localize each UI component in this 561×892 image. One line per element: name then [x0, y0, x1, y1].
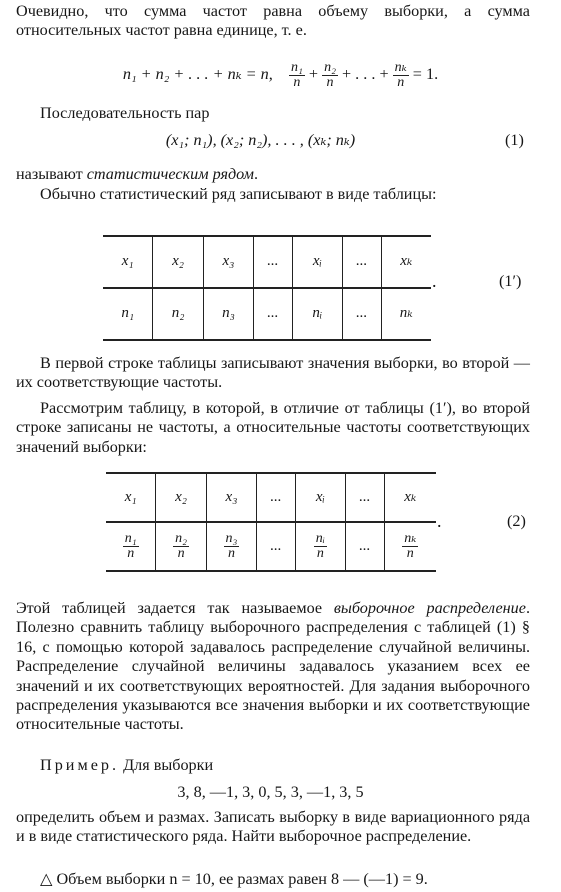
table-cell: x₁ — [106, 473, 156, 522]
example-heading: Пример. Для выборки — [40, 756, 214, 774]
paragraph-rows-meaning: В первой строке таблицы записывают значения выборки, во второй — их соответствующие частоты. — [16, 354, 530, 392]
table-cell: xᵢ — [292, 236, 342, 288]
table-cell: ... — [343, 236, 382, 288]
paragraph-solution: △ Объем выборки n = 10, ее размах равен 8 — (—1) = 9. — [40, 870, 428, 888]
table-cell: $\frac{\text{n₂}}{n}$ — [156, 522, 206, 571]
table-cell: xᵢ — [295, 473, 345, 522]
paragraph-relative-table-intro: Рассмотрим таблицу, в которой, в отличие от таблицы (1′), во второй строке записаны не частоты, а относительные частоты соответствующих значений выборки: — [16, 399, 530, 456]
table-row-relative-frequencies — [106, 522, 436, 571]
table-cell: ... — [257, 473, 296, 522]
table-cell: x₂ — [153, 236, 203, 288]
term-sample-distribution: выборочное распределение — [333, 599, 526, 617]
formula-sum-of-frequencies: n₁ + n₂ + . . . + nₖ = n, — [122, 65, 273, 84]
paragraph-task: определить объем и размах. Записать выборку в виде вариационного ряда и в виде статистического ряда. Найти выборочное распределение. — [16, 808, 530, 846]
paragraph-sample-distribution: Этой таблицей задается так называемое выборочное распределение. Полезно сравнить таблицу выборочного распределения с таблицей (1) § 16, с помощью которой задавалось распределение случайной величины. Распределение случайной величины задавалось указанием всех ее значений и их соответствующих вероятностей. Для задания выборочного распределения указываются все значения выборки и их соответствующие относительные частоты. — [16, 599, 530, 734]
table-cell: n₂ — [153, 288, 203, 340]
example-label: Пример. — [40, 756, 120, 774]
formula-sums — [0, 61, 561, 90]
equals-one: = 1. — [412, 65, 439, 84]
table-cell: nₖ — [381, 288, 431, 340]
table-cell: xₖ — [384, 473, 436, 522]
fraction-nk-over-n: $\frac{\text{nₖ}}{n}$ — [394, 60, 407, 90]
table-cell: x₃ — [206, 473, 256, 522]
table-cell: n₁ — [103, 288, 153, 340]
table-cell: ... — [254, 236, 293, 288]
equation-number-2: (2) — [507, 512, 526, 530]
table-cell: n₃ — [203, 288, 253, 340]
plus-sign: + — [308, 65, 319, 84]
table-cell: $\frac{\text{n₁}}{n}$ — [106, 522, 156, 571]
table1-period: . — [432, 271, 437, 291]
table-row-frequencies — [103, 288, 431, 340]
equation-number-1-prime: (1′) — [499, 272, 522, 290]
table-cell: $\frac{\text{nₖ}}{n}$ — [384, 522, 436, 571]
table-cell: $\frac{\text{n₃}}{n}$ — [206, 522, 256, 571]
table-row-values — [103, 236, 431, 288]
table-cell: $\frac{\text{nᵢ}}{n}$ — [295, 522, 345, 571]
table-cell: ... — [343, 288, 382, 340]
table-cell: x₂ — [156, 473, 206, 522]
table-cell: xₖ — [381, 236, 431, 288]
table-cell: ... — [346, 522, 385, 571]
ellipsis: . . . — [355, 65, 376, 84]
plus-sign: + — [379, 65, 389, 84]
statistical-series-table — [103, 235, 431, 341]
relative-frequency-table — [106, 472, 436, 572]
paragraph-definition: называют статистическим рядом. — [16, 165, 259, 183]
table-row-values — [106, 473, 436, 522]
term-statistical-series: статистическим рядом — [86, 165, 254, 183]
plus-sign: + — [341, 65, 352, 84]
table-cell: x₁ — [103, 236, 153, 288]
table2-period: . — [437, 511, 442, 531]
formula-pairs: (x₁; n₁), (x₂; n₂), . . . , (xₖ; nₖ) — [165, 131, 356, 149]
table-cell: nᵢ — [292, 288, 342, 340]
table-cell: ... — [346, 473, 385, 522]
paragraph-pairs: Последовательность пар — [40, 104, 210, 122]
equation-number-1: (1) — [505, 131, 524, 149]
sample-values: 3, 8, —1, 3, 0, 5, 3, —1, 3, 5 — [177, 783, 364, 801]
table-cell: ... — [257, 522, 296, 571]
fraction-n1-over-n: $\frac{\text{n₁}}{n}$ — [290, 60, 303, 90]
paragraph-table-intro: Обычно статистический ряд записывают в виде таблицы: — [40, 185, 437, 203]
table-cell: x₃ — [203, 236, 253, 288]
paragraph-sums: Очевидно, что сумма частот равна объему выборки, а сумма относительных частот равна единице, т. е. — [16, 2, 530, 40]
fraction-n2-over-n: $\frac{\text{n₂}}{n}$ — [324, 60, 336, 90]
table-cell: ... — [254, 288, 293, 340]
